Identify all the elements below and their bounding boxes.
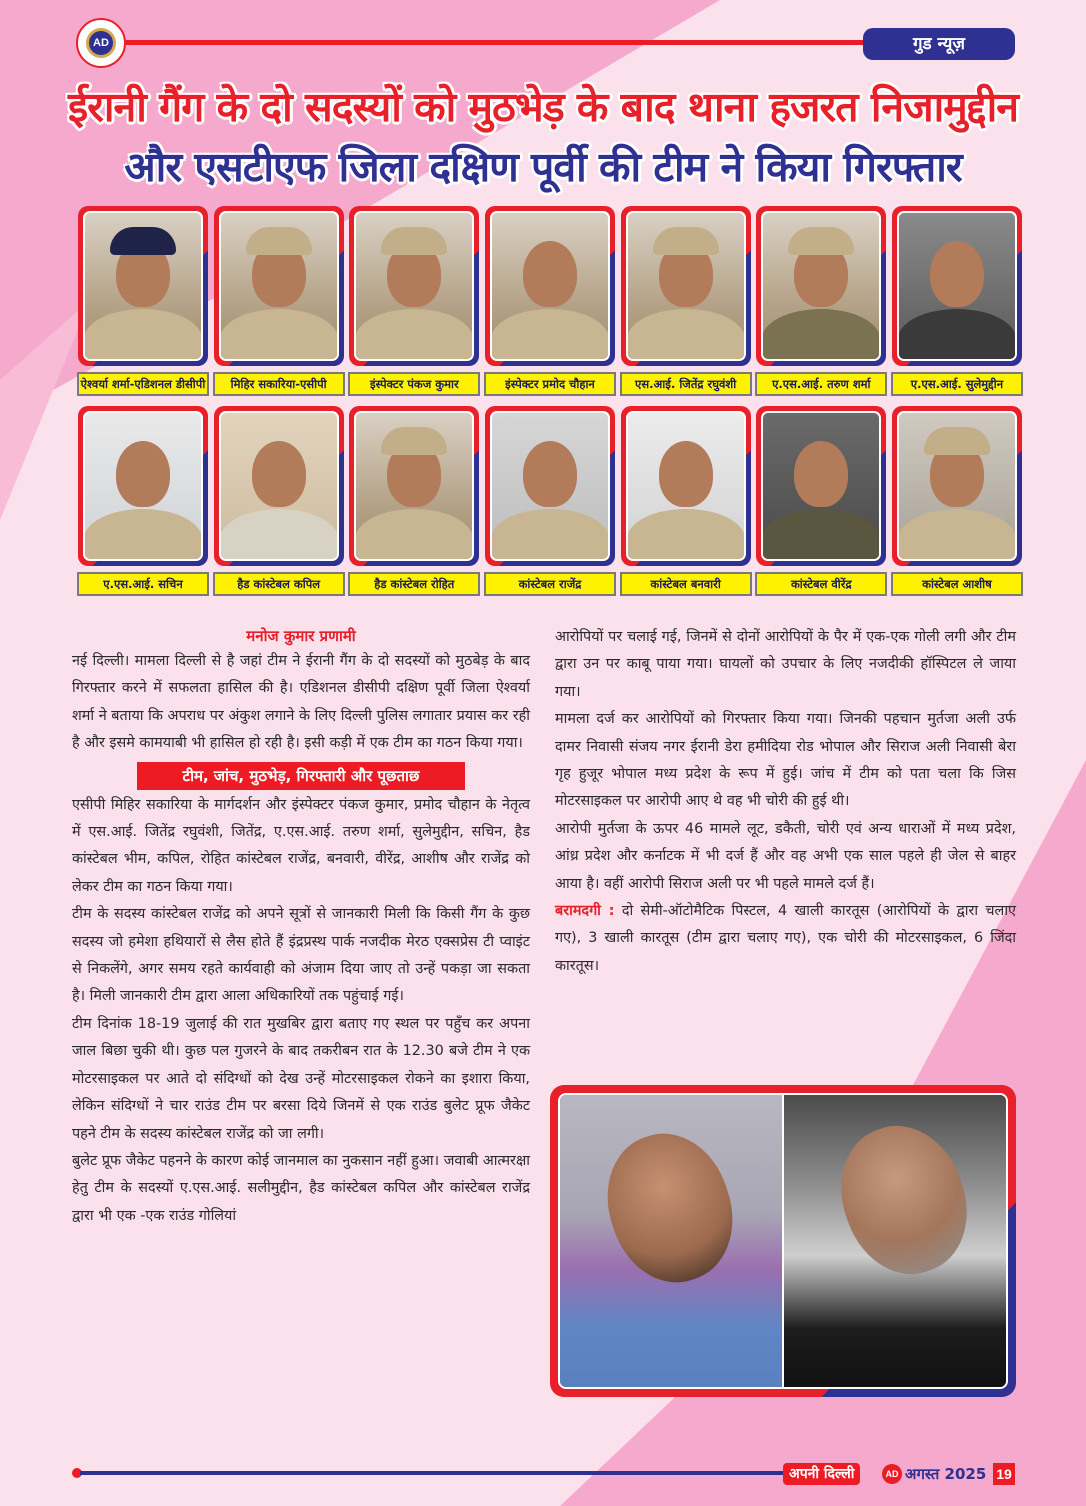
team-member-card: [621, 206, 751, 396]
team-photo-row-2: [78, 406, 1022, 596]
photo-frame: [349, 406, 479, 566]
name-caption: हैड कांस्टेबल कपिल: [213, 572, 345, 596]
name-caption: ए.एस.आई. सुलेमुद्दीन: [891, 372, 1023, 396]
officer-photo: [897, 411, 1017, 561]
name-caption: एस.आई. जितेंद्र रघुवंशी: [620, 372, 752, 396]
footer-brand: अपनी दिल्ली: [783, 1463, 860, 1485]
name-caption: इंस्पेक्टर पंकज कुमार: [348, 372, 480, 396]
photo-frame: [621, 406, 751, 566]
officer-photo: [490, 211, 610, 361]
accused-photo-frame: [550, 1085, 1016, 1397]
magazine-logo: [76, 18, 126, 68]
photo-frame: [621, 206, 751, 366]
team-photo-row-1: [78, 206, 1022, 396]
team-member-card: [214, 406, 344, 596]
team-member-card: [485, 406, 615, 596]
accused-photos: [558, 1093, 1008, 1389]
photo-frame: [756, 206, 886, 366]
page-number: 19: [993, 1463, 1015, 1485]
team-member-card: [78, 406, 208, 596]
name-caption: कांस्टेबल बनवारी: [620, 572, 752, 596]
name-caption: कांस्टेबल आशीष: [891, 572, 1023, 596]
photo-frame: [214, 406, 344, 566]
name-caption: हैड कांस्टेबल रोहित: [348, 572, 480, 596]
issue-date: अगस्त 2025: [905, 1465, 987, 1483]
team-member-card: [756, 406, 886, 596]
officer-photo: [626, 411, 746, 561]
headline-line-2: और एसटीएफ जिला दक्षिण पूर्वी की टीम ने किया गिरफ्तार: [124, 143, 962, 191]
police-emblem-icon: AD: [86, 28, 116, 58]
article-paragraph-encounter: टीम दिनांक 18-19 जुलाई की रात मुखबिर द्वारा बताए गए स्थल पर पहुँच कर अपना जाल बिछा चुकी थी। कुछ पल गुजरने के बाद तकरीबन रात के 12.30 बजे टीम ने एक मोटरसाइकल पर आते दो संदिग्धों को देख उन्हें मोटरसाइकल रोकने का इशारा किया, लेकिन संदिग्धों ने चार राउंड टीम पर बरसा दिये जिनमें से एक राउंड बुलेट प्रूफ जैकेट पहने टीम के सदस्य कांस्टेबल राजेंद्र को जा लगी।: [72, 1015, 530, 1142]
photo-frame: [756, 406, 886, 566]
name-caption: ऐश्वर्या शर्मा-एडिशनल डीसीपी: [77, 372, 209, 396]
headline-line-1: ईरानी गैंग के दो सदस्यों को मुठभेड़ के बाद थाना हजरत निजामुद्दीन: [68, 83, 1018, 131]
footer-logo-icon: AD: [882, 1464, 902, 1484]
section-badge: गुड न्यूज़: [863, 28, 1015, 60]
name-caption: ए.एस.आई. तरुण शर्मा: [755, 372, 887, 396]
team-member-card: [892, 206, 1022, 396]
officer-photo: [219, 411, 339, 561]
article-paragraph-injured: आरोपियों पर चलाई गई, जिनमें से दोनों आरोपियों के पैर में एक-एक गोली लगी और टीम द्वारा उन पर काबू पाया गया। घायलों को उपचार के लिए नजदीकी हॉस्पिटल ले जाया गया।: [555, 629, 1016, 700]
article-paragraph-team: एसीपी मिहिर सकारिया के मार्गदर्शन और इंस्पेक्टर पंकज कुमार, प्रमोद चौहान के नेतृत्व में एस.आई. जितेंद्र रघुवंशी, जितेंद्र, ए.एस.आई. तरुण शर्मा, सुलेमुद्दीन, सचिन, हैड कांस्टेबल भीम, कपिल, रोहित कांस्टेबल राजेंद्र, बनवारी, वीरेंद्र, आशीष और राजेंद्र को लेकर टीम का गठन किया गया।: [72, 796, 530, 895]
recovery-label: बरामदगी :: [555, 903, 615, 920]
footer-rule: [80, 1471, 785, 1475]
article-paragraph-tip: टीम के सदस्य कांस्टेबल राजेंद्र को अपने सूत्रों से जानकारी मिली कि किसी गैंग के कुछ सदस्य जो हमेशा हथियारों से लैस होते हैं इंद्रप्रस्थ पार्क नजदीक मेरठ एक्सप्रेस टी प्वाइंट से निकलेंगे, अगर समय रहते कार्यवाही को अंजाम दिया जाए तो उन्हें पकड़ा जा सकता है। मिली जानकारी टीम द्वारा आला अधिकारियों तक पहुंचाई गई।: [72, 906, 530, 1005]
officer-photo: [83, 211, 203, 361]
team-member-card: [78, 206, 208, 396]
article-paragraph-identity: मामला दर्ज कर आरोपियों को गिरफ्तार किया गया। जिनकी पहचान मुर्तजा अली उर्फ दामर निवासी संजय नगर ईरानी डेरा हमीदिया रोड भोपाल और सिराज अली निवासी बेरा गृह हुजूर भोपाल मध्य प्रदेश के रूप में हुई। जांच में टीम को पता चला कि जिस मोटरसाइकल पर आरोपी आए थे वह भी चोरी की हुई थी।: [555, 711, 1016, 810]
team-member-card: [349, 406, 479, 596]
name-caption: कांस्टेबल राजेंद्र: [484, 572, 616, 596]
article-intro: नई दिल्ली। मामला दिल्ली से है जहां टीम ने ईरानी गैंग के दो सदस्यों को मुठबेड़ के बाद गिरफ्तार करने में सफलता हासिल की है। एडिशनल डीसीपी दक्षिण पूर्वी जिला ऐश्वर्या शर्मा ने बताया कि अपराध पर अंकुश लगाने के लिए दिल्ली पुलिस लगातार प्रयास कर रही है और इसमे कामयाबी भी हासिल हो रही है। इसी कड़ी में एक टीम का गठन किया गया।: [72, 653, 530, 752]
officer-photo: [490, 411, 610, 561]
photo-frame: [78, 406, 208, 566]
officer-photo: [219, 211, 339, 361]
article-paragraph-record: आरोपी मुर्तजा के ऊपर 46 मामले लूट, डकैती, चोरी एवं अन्य धाराओं में मध्य प्रदेश, आंध्र प्रदेश और कर्नाटक में भी दर्ज हैं और वह अभी एक साल पहले ही जेल से बाहर आया है। वहीं आरोपी सिराज अली पर भी पहले मामले दर्ज हैं।: [555, 820, 1016, 892]
accused-photo-2: [784, 1095, 1006, 1387]
photo-frame: [78, 206, 208, 366]
officer-photo: [354, 411, 474, 561]
officer-photo: [626, 211, 746, 361]
officer-photo: [354, 211, 474, 361]
article-recovery: [555, 898, 1016, 980]
photo-frame: [349, 206, 479, 366]
header-rule: [126, 40, 866, 45]
team-member-card: [485, 206, 615, 396]
photo-frame: [892, 406, 1022, 566]
name-caption: इंस्पेक्टर प्रमोद चौहान: [484, 372, 616, 396]
team-member-card: [214, 206, 344, 396]
officer-photo: [83, 411, 203, 561]
team-member-card: [756, 206, 886, 396]
officer-photo: [761, 411, 881, 561]
article-paragraph-return-fire: बुलेट प्रूफ जैकेट पहनने के कारण कोई जानमाल का नुकसान नहीं हुआ। जवाबी आत्मरक्षा हेतु टीम के सदस्यों ए.एस.आई. सलीमुद्दीन, हैड कांस्टेबल कपिल और कांस्टेबल राजेंद्र द्वारा भी एक -एक राउंड गोलियां: [72, 1152, 530, 1224]
team-member-card: [349, 206, 479, 396]
photo-frame: [485, 406, 615, 566]
team-member-card: [892, 406, 1022, 596]
article-column-right: [555, 624, 1016, 980]
name-caption: कांस्टेबल वीरेंद्र: [755, 572, 887, 596]
name-caption: मिहिर सकारिया-एसीपी: [213, 372, 345, 396]
article-column-left: [72, 624, 530, 1230]
officer-photo: [761, 211, 881, 361]
recovery-text: दो सेमी-ऑटोमैटिक पिस्टल, 4 खाली कारतूस (आरोपियों के द्वारा चलाए गए), 3 खाली कारतूस (टीम द्वारा चलाए गए), एक चोरी की मोटरसाइकल, 6 जिंदा कारतूस।: [555, 903, 1017, 974]
section-subheading: टीम, जांच, मुठभेड़, गिरफ्तारी और पूछताछ: [137, 762, 465, 790]
team-member-card: [621, 406, 751, 596]
accused-photo-1: [560, 1095, 784, 1387]
photo-frame: [214, 206, 344, 366]
name-caption: ए.एस.आई. सचिन: [77, 572, 209, 596]
photo-frame: [892, 206, 1022, 366]
photo-frame: [485, 206, 615, 366]
officer-photo: [897, 211, 1017, 361]
author-byline: मनोज कुमार प्रणामी: [246, 627, 356, 645]
